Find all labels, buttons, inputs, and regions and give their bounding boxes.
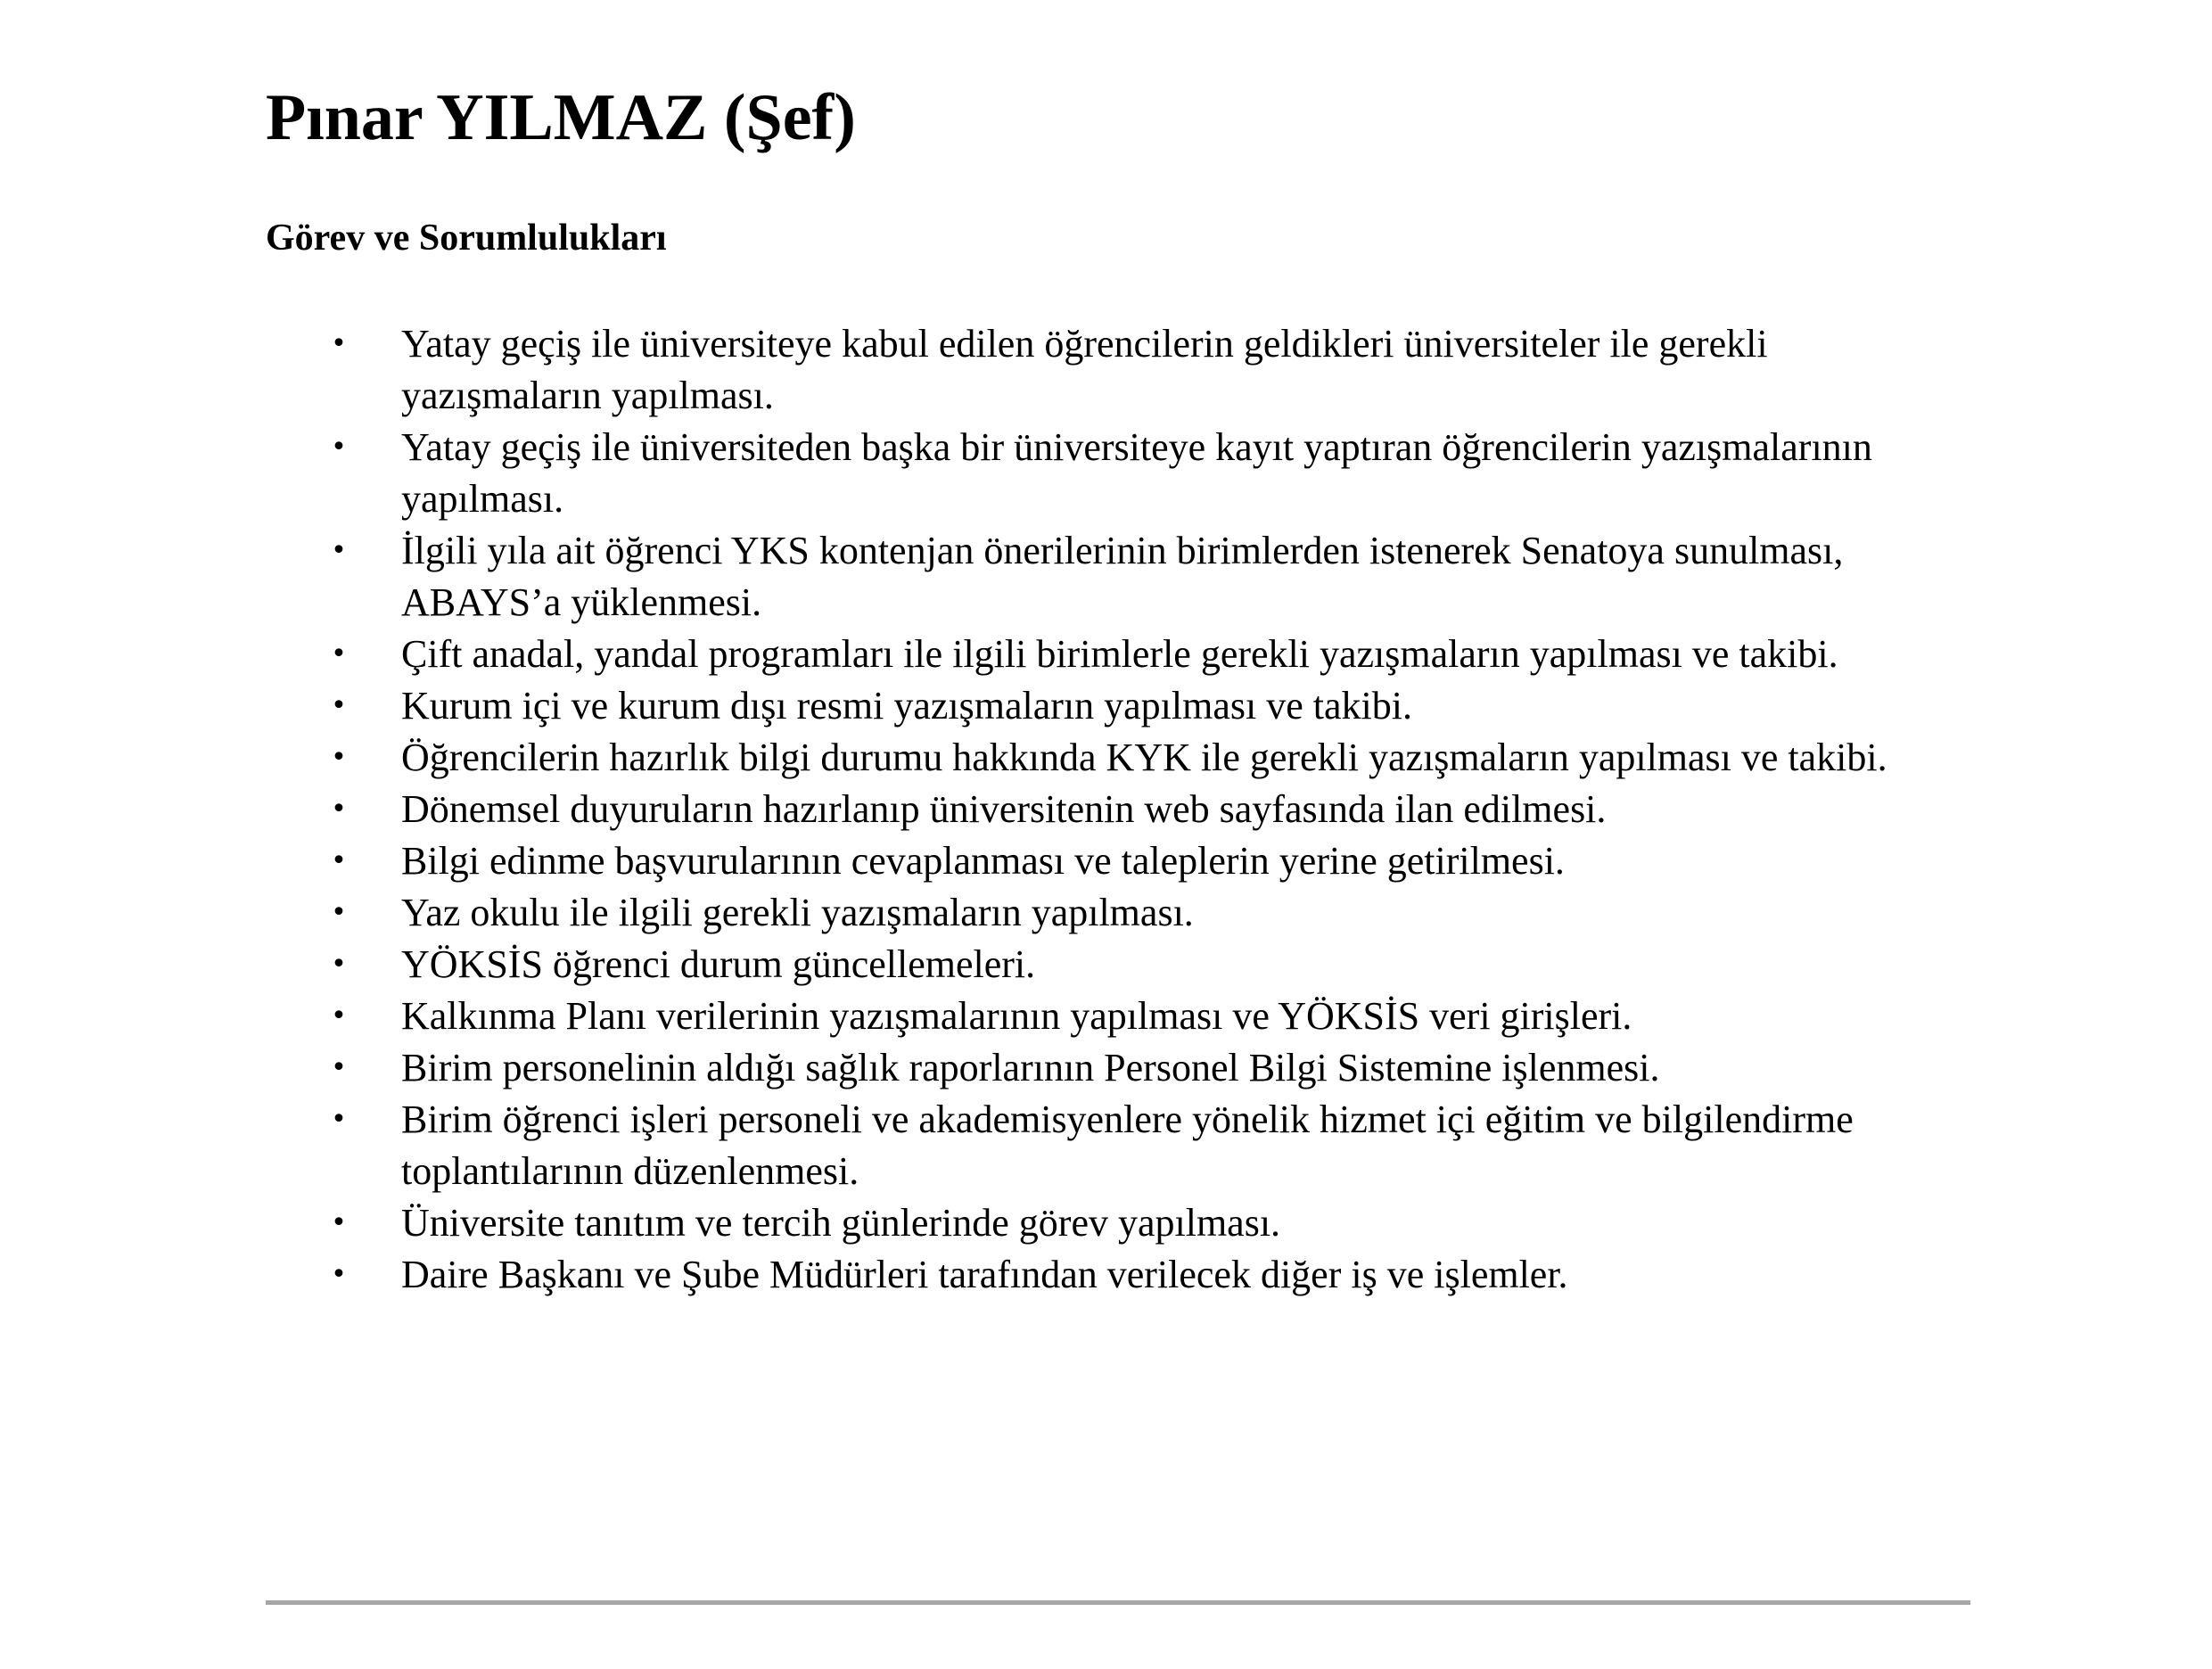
bullet-icon: •	[331, 638, 347, 670]
list-item	[330, 1249, 1944, 1301]
list-item	[330, 525, 1944, 629]
list-item	[330, 1197, 1944, 1249]
bullet-icon: •	[331, 1000, 347, 1032]
list-item-text: Daire Başkanı ve Şube Müdürleri tarafından verilecek diğer iş ve işlemler.	[401, 1253, 1568, 1296]
list-item	[330, 835, 1944, 887]
bullet-icon: •	[331, 1207, 347, 1238]
list-item-text: Yaz okulu ile ilgili gerekli yazışmaların yapılması.	[401, 891, 1194, 934]
section-heading: Görev ve Sorumlulukları	[266, 218, 667, 259]
list-item-text: Birim öğrenci işleri personeli ve akademisyenlere yönelik hizmet içi eğitim ve bilgilendirme toplantılarının düzenlenmesi.	[401, 1098, 1854, 1193]
list-item-text: Yatay geçiş ile üniversiteye kabul edilen öğrencilerin geldikleri üniversiteler ile gerekli yazışmaların yapılması.	[401, 322, 1768, 417]
list-item	[330, 732, 1944, 784]
list-item-text: Öğrencilerin hazırlık bilgi durumu hakkında KYK ile gerekli yazışmaların yapılması ve takibi.	[401, 736, 1887, 779]
bullet-icon: •	[331, 328, 347, 359]
list-item-text: Dönemsel duyuruların hazırlanıp üniversitenin web sayfasında ilan edilmesi.	[401, 787, 1607, 831]
bullet-icon: •	[331, 793, 347, 825]
list-item	[330, 422, 1944, 525]
footer-divider	[266, 1600, 1970, 1605]
list-item	[330, 1042, 1944, 1094]
list-item-text: Kalkınma Planı verilerinin yazışmalarının yapılması ve YÖKSİS veri girişleri.	[401, 994, 1632, 1038]
bullet-icon: •	[331, 1259, 347, 1290]
list-item-text: YÖKSİS öğrenci durum güncellemeleri.	[401, 942, 1036, 986]
bullet-icon: •	[331, 1052, 347, 1083]
list-item-text: Üniversite tanıtım ve tercih günlerinde görev yapılması.	[401, 1201, 1281, 1245]
bullet-icon: •	[331, 535, 347, 566]
bullet-icon: •	[331, 949, 347, 980]
list-item-text: Birim personelinin aldığı sağlık raporlarının Personel Bilgi Sistemine işlenmesi.	[401, 1046, 1660, 1089]
list-item	[330, 887, 1944, 939]
list-item	[330, 629, 1944, 680]
list-item-text: Yatay geçiş ile üniversiteden başka bir üniversiteye kayıt yaptıran öğrencilerin yazışmalarının yapılması.	[401, 425, 1872, 521]
bullet-icon: •	[331, 742, 347, 773]
list-item	[330, 680, 1944, 732]
list-item-text: Çift anadal, yandal programları ile ilgili birimlerle gerekli yazışmaların yapılması ve takibi.	[401, 632, 1838, 676]
bullet-icon: •	[331, 690, 347, 721]
list-item	[330, 318, 1944, 422]
bullet-icon: •	[331, 432, 347, 463]
bullet-icon: •	[331, 897, 347, 928]
list-item	[330, 939, 1944, 991]
page-title: Pınar YILMAZ (Şef)	[266, 81, 856, 154]
bullet-icon: •	[331, 845, 347, 876]
list-item-text: İlgili yıla ait öğrenci YKS kontenjan önerilerinin birimlerden istenerek Senatoya sunulması, ABAYS’a yüklenmesi.	[401, 529, 1844, 624]
list-item	[330, 991, 1944, 1042]
list-item-text: Kurum içi ve kurum dışı resmi yazışmaların yapılması ve takibi.	[401, 684, 1412, 728]
duties-list	[330, 318, 1944, 1301]
list-item	[330, 1094, 1944, 1197]
bullet-icon: •	[331, 1104, 347, 1135]
list-item-text: Bilgi edinme başvurularının cevaplanması ve taleplerin yerine getirilmesi.	[401, 839, 1565, 883]
list-item	[330, 784, 1944, 835]
